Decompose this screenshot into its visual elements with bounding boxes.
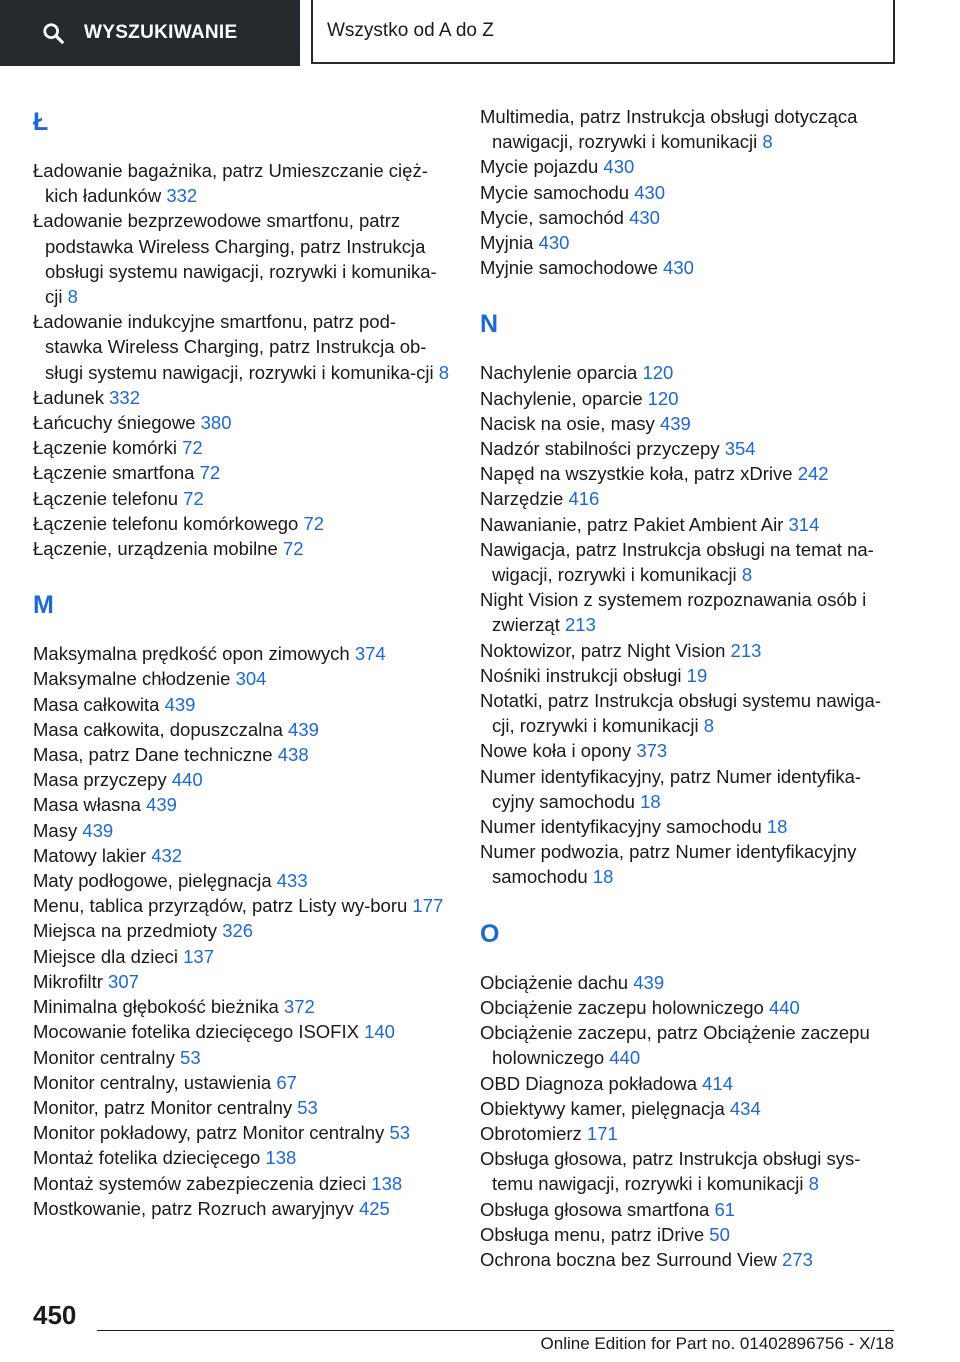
page-reference-link[interactable]: 438 bbox=[277, 744, 309, 766]
index-entry bbox=[480, 537, 900, 587]
index-entry bbox=[33, 792, 453, 817]
index-entry bbox=[480, 764, 900, 814]
index-entry-text: Masa, patrz Dane techniczne bbox=[33, 744, 278, 766]
index-entry bbox=[480, 154, 900, 179]
page-reference-link[interactable]: 137 bbox=[183, 945, 214, 967]
page-reference-link[interactable]: 138 bbox=[265, 1147, 297, 1169]
page-reference-link[interactable]: 434 bbox=[729, 1097, 761, 1119]
index-entry bbox=[33, 410, 453, 435]
index-entry-text: Ładunek bbox=[33, 386, 110, 408]
page-reference-link[interactable]: 8 bbox=[703, 715, 715, 737]
index-entry bbox=[480, 1096, 900, 1121]
index-entry bbox=[480, 1020, 900, 1070]
index-entry bbox=[33, 208, 453, 309]
page-reference-link[interactable]: 374 bbox=[354, 643, 386, 665]
page-reference-link[interactable]: 18 bbox=[640, 790, 661, 812]
page-reference-link[interactable]: 433 bbox=[276, 870, 308, 892]
index-entry-text: Miejsce dla dzieci bbox=[33, 945, 184, 967]
index-entry bbox=[480, 230, 900, 255]
index-entry bbox=[480, 255, 900, 280]
page-reference-link[interactable]: 8 bbox=[808, 1173, 819, 1195]
search-label: WYSZUKIWANIE bbox=[84, 22, 238, 43]
index-entry bbox=[33, 309, 453, 385]
page-reference-link[interactable]: 53 bbox=[297, 1096, 318, 1118]
index-entry bbox=[33, 641, 453, 666]
page-reference-link[interactable]: 53 bbox=[180, 1046, 201, 1068]
index-entry bbox=[33, 994, 453, 1019]
index-entry-text: Maksymalne chłodzenie bbox=[33, 668, 236, 690]
index-entry-text: Mikrofiltr bbox=[33, 970, 109, 992]
index-entry bbox=[33, 536, 453, 561]
index-entry-text: Ochrona boczna bez Surround View bbox=[480, 1248, 783, 1270]
index-entry-text: Maksymalna prędkość opon zimowych bbox=[33, 643, 355, 665]
index-entry-text: Obsługa głosowa smartfona bbox=[480, 1198, 715, 1220]
page-reference-link[interactable]: 18 bbox=[766, 816, 788, 838]
index-entry-text: Miejsca na przedmioty bbox=[33, 920, 223, 942]
index-entry bbox=[480, 411, 900, 436]
page-reference-link[interactable]: 67 bbox=[276, 1071, 297, 1093]
index-entry-text: Mocowanie fotelika dziecięcego ISOFIX bbox=[33, 1021, 365, 1043]
index-entry bbox=[33, 486, 453, 511]
index-entry bbox=[33, 666, 453, 691]
page-reference-link[interactable]: 416 bbox=[568, 488, 600, 510]
page-reference-link[interactable]: 72 bbox=[282, 538, 304, 560]
search-icon bbox=[42, 22, 64, 44]
index-entry-text: Nośniki instrukcji obsługi bbox=[480, 664, 687, 686]
index-entry-text: Noktowizor, patrz Night Vision bbox=[480, 639, 731, 661]
index-entry-text: Obciążenie zaczepu, patrz Obciążenie zaczepu holowniczego bbox=[480, 1022, 870, 1069]
page-reference-link[interactable]: 432 bbox=[151, 844, 183, 866]
index-entry bbox=[480, 1121, 900, 1146]
page-reference-link[interactable]: 430 bbox=[663, 257, 694, 279]
index-entry bbox=[480, 104, 900, 154]
index-entry-text: Mostkowanie, patrz Rozruch awaryjnyv bbox=[33, 1197, 359, 1219]
index-entry bbox=[33, 385, 453, 410]
index-entry bbox=[480, 1247, 900, 1272]
index-entry-text: Mycie samochodu bbox=[480, 181, 635, 203]
page-reference-link[interactable]: 440 bbox=[171, 769, 203, 791]
index-entry bbox=[480, 205, 900, 230]
index-entry bbox=[33, 969, 453, 994]
index-entry bbox=[33, 1171, 453, 1196]
index-entry-text: Nawigacja, patrz Instrukcja obsługi na temat na‐wigacji, rozrywki i komunikacji bbox=[480, 538, 874, 586]
index-entry-text: Obciążenie dachu bbox=[480, 971, 634, 993]
index-entry bbox=[33, 843, 453, 868]
index-entry-text: Ładowanie indukcyjne smartfonu, patrz pod‐stawka Wireless Charging, patrz Instrukcja ob‐sługi systemu nawigacji, rozrywki i komunika‐cji bbox=[33, 311, 439, 383]
index-entry-text: Night Vision z systemem rozpoznawania osób i zwierząt bbox=[480, 589, 867, 636]
page-reference-link[interactable]: 439 bbox=[82, 819, 114, 841]
page-reference-link[interactable]: 332 bbox=[109, 386, 140, 408]
page-reference-link[interactable]: 439 bbox=[288, 718, 319, 740]
index-letter-heading: M bbox=[33, 591, 54, 620]
page-reference-link[interactable]: 430 bbox=[538, 232, 570, 254]
page-reference-link[interactable]: 72 bbox=[303, 512, 325, 534]
index-entry bbox=[480, 1222, 900, 1247]
page-reference-link[interactable]: 440 bbox=[609, 1047, 641, 1069]
index-entry-text: Łączenie telefonu bbox=[33, 487, 184, 509]
index-entry-text: Łańcuchy śniegowe bbox=[33, 412, 201, 434]
index-entry-text: Łączenie, urządzenia mobilne bbox=[33, 538, 283, 560]
index-entry bbox=[480, 839, 900, 889]
page-reference-link[interactable]: 120 bbox=[642, 362, 674, 384]
page-reference-link[interactable]: 439 bbox=[164, 693, 196, 715]
page-reference-link[interactable]: 430 bbox=[603, 156, 635, 178]
index-entry-text: Montaż fotelika dziecięcego bbox=[33, 1147, 266, 1169]
index-entry-text: Nadzór stabilności przyczepy bbox=[480, 438, 725, 460]
index-entry-text: Obsługa głosowa, patrz Instrukcja obsługi sys‐temu nawigacji, rozrywki i komunikacji bbox=[480, 1148, 861, 1195]
index-entry bbox=[33, 944, 453, 969]
index-entry-text: Nacisk na osie, masy bbox=[480, 412, 660, 434]
index-entry-text: Mycie, samochód bbox=[480, 206, 630, 228]
page-reference-link[interactable]: 307 bbox=[108, 970, 139, 992]
page-reference-link[interactable]: 440 bbox=[768, 996, 800, 1018]
index-entry bbox=[33, 717, 453, 742]
index-entry bbox=[480, 638, 900, 663]
index-entry bbox=[480, 1197, 900, 1222]
index-entry bbox=[480, 360, 900, 385]
page-reference-link[interactable]: 213 bbox=[565, 614, 596, 636]
index-entry bbox=[480, 995, 900, 1020]
index-entry-text: Napęd na wszystkie koła, patrz xDrive bbox=[480, 463, 798, 485]
index-letter-heading: Ł bbox=[33, 108, 49, 136]
index-entry bbox=[480, 688, 900, 738]
page-reference-link[interactable]: 439 bbox=[146, 794, 177, 816]
index-entry-text: Obciążenie zaczepu holowniczego bbox=[480, 996, 769, 1018]
index-entry-text: Myjnia bbox=[480, 232, 539, 254]
section-gap bbox=[480, 890, 900, 916]
index-entry-text: Obiektywy kamer, pielęgnacja bbox=[480, 1097, 730, 1119]
page-reference-link[interactable]: 242 bbox=[797, 463, 829, 485]
page-reference-link[interactable]: 380 bbox=[200, 412, 232, 434]
index-entry bbox=[33, 918, 453, 943]
page-reference-link[interactable]: 138 bbox=[371, 1172, 403, 1194]
index-entry-text: OBD Diagnoza pokładowa bbox=[480, 1072, 703, 1094]
index-entry-text: Łączenie telefonu komórkowego bbox=[33, 512, 304, 534]
index-letter-heading: O bbox=[480, 919, 500, 948]
index-entry bbox=[480, 180, 900, 205]
index-entry-text: Monitor, patrz Monitor centralny bbox=[33, 1096, 298, 1118]
index-entry bbox=[480, 436, 900, 461]
page-reference-link[interactable]: 332 bbox=[166, 185, 198, 207]
index-entry-text: Ładowanie bezprzewodowe smartfonu, patrz podstawka Wireless Charging, patrz Instrukcja obsługi systemu nawigacji, rozrywki i komunika‐cji bbox=[33, 210, 437, 308]
index-entry-text: Numer podwozia, patrz Numer identyfikacyjny samochodu bbox=[480, 841, 857, 888]
index-entry bbox=[33, 868, 453, 893]
index-entry-text: Matowy lakier bbox=[33, 844, 152, 866]
page-number: 450 bbox=[33, 1300, 77, 1330]
index-entry-text: Masa całkowita bbox=[33, 693, 165, 715]
index-entry-text: Maty podłogowe, pielęgnacja bbox=[33, 870, 277, 892]
index-entry bbox=[480, 587, 900, 637]
page-reference-link[interactable]: 414 bbox=[702, 1072, 734, 1094]
page-reference-link[interactable]: 72 bbox=[182, 437, 203, 459]
index-entry-text: Menu, tablica przyrządów, patrz Listy wy‐boru bbox=[33, 895, 413, 917]
index-entry-text: Masa całkowita, dopuszczalna bbox=[33, 718, 289, 740]
section-gap bbox=[33, 561, 453, 587]
index-entry-text: Multimedia, patrz Instrukcja obsługi dotycząca nawigacji, rozrywki i komunikacji bbox=[480, 106, 858, 153]
page-reference-link[interactable]: 273 bbox=[782, 1248, 813, 1270]
index-entry bbox=[480, 386, 900, 411]
index-entry-text: Nachylenie oparcia bbox=[480, 362, 643, 384]
page-reference-link[interactable]: 19 bbox=[686, 664, 708, 686]
page-reference-link[interactable]: 50 bbox=[709, 1223, 730, 1245]
section-title-tab[interactable]: Wszystko od A do Z bbox=[311, 0, 895, 64]
page-reference-link[interactable]: 439 bbox=[659, 412, 691, 434]
page-reference-link[interactable]: 18 bbox=[592, 866, 614, 888]
page-reference-link[interactable]: 439 bbox=[633, 971, 665, 993]
index-entry-text: Łączenie komórki bbox=[33, 437, 183, 459]
page-reference-link[interactable]: 314 bbox=[788, 513, 820, 535]
page-reference-link[interactable]: 425 bbox=[358, 1197, 390, 1219]
index-entry-text: Nachylenie, oparcie bbox=[480, 387, 648, 409]
page-reference-link[interactable]: 120 bbox=[647, 387, 679, 409]
footer-divider bbox=[97, 1330, 894, 1331]
page-reference-link[interactable]: 72 bbox=[183, 487, 204, 509]
page-reference-link[interactable]: 140 bbox=[364, 1021, 395, 1043]
index-entry bbox=[33, 1019, 453, 1044]
index-entry bbox=[480, 512, 900, 537]
index-column-left bbox=[33, 100, 453, 1221]
page-reference-link[interactable]: 304 bbox=[235, 668, 267, 690]
index-entry-text: Mycie pojazdu bbox=[480, 156, 604, 178]
index-entry bbox=[480, 738, 900, 763]
index-entry bbox=[33, 818, 453, 843]
page-reference-link[interactable]: 171 bbox=[586, 1122, 618, 1144]
index-entry-text: Monitor pokładowy, patrz Monitor centralny bbox=[33, 1122, 390, 1144]
index-entry bbox=[33, 1120, 453, 1145]
search-button[interactable] bbox=[0, 0, 300, 66]
index-entry bbox=[480, 663, 900, 688]
page-reference-link[interactable]: 373 bbox=[636, 740, 668, 762]
index-entry-text: Masy bbox=[33, 819, 83, 841]
index-entry-text: Monitor centralny bbox=[33, 1046, 181, 1068]
page-reference-link[interactable]: 213 bbox=[730, 639, 762, 661]
index-entry bbox=[33, 1045, 453, 1070]
page-reference-link[interactable]: 372 bbox=[283, 996, 315, 1018]
index-entry-text: Łączenie smartfona bbox=[33, 462, 200, 484]
index-entry bbox=[480, 1146, 900, 1196]
page-reference-link[interactable]: 354 bbox=[724, 438, 756, 460]
page-header bbox=[0, 0, 960, 66]
index-entry bbox=[33, 1145, 453, 1170]
index-entry bbox=[480, 970, 900, 995]
page-reference-link[interactable]: 8 bbox=[762, 131, 773, 153]
section-gap bbox=[480, 280, 900, 306]
index-entry-text: Nowe koła i opony bbox=[480, 740, 637, 762]
index-entry bbox=[33, 1196, 453, 1221]
page-reference-link[interactable]: 61 bbox=[714, 1198, 736, 1220]
index-entry bbox=[33, 1070, 453, 1095]
index-entry-text: Numer identyfikacyjny, patrz Numer identyfika‐cyjny samochodu bbox=[480, 765, 862, 812]
page-reference-link[interactable]: 8 bbox=[438, 361, 450, 383]
page-reference-link[interactable]: 177 bbox=[412, 895, 444, 917]
index-entry-text: Monitor centralny, ustawienia bbox=[33, 1071, 277, 1093]
index-entry bbox=[480, 486, 900, 511]
index-entry-text: Ładowanie bagażnika, patrz Umieszczanie cięż‐kich ładunków bbox=[33, 160, 428, 207]
page-reference-link[interactable]: 326 bbox=[222, 920, 254, 942]
index-entry bbox=[33, 435, 453, 460]
page-reference-link[interactable]: 8 bbox=[67, 286, 78, 308]
index-entry bbox=[33, 511, 453, 536]
index-entry bbox=[480, 461, 900, 486]
index-entry bbox=[33, 893, 453, 918]
index-entry bbox=[33, 158, 453, 208]
edition-info: Online Edition for Part no. 01402896756 - X/18 bbox=[540, 1334, 894, 1353]
page-reference-link[interactable]: 430 bbox=[634, 181, 666, 203]
index-entry-text: Masa własna bbox=[33, 794, 147, 816]
index-entry bbox=[33, 1095, 453, 1120]
index-entry bbox=[480, 814, 900, 839]
index-entry-text: Narzędzie bbox=[480, 488, 569, 510]
index-entry-text: Obrotomierz bbox=[480, 1122, 587, 1144]
index-letter-heading: N bbox=[480, 310, 499, 339]
index-entry bbox=[480, 1071, 900, 1096]
index-entry-text: Montaż systemów zabezpieczenia dzieci bbox=[33, 1172, 372, 1194]
index-entry-text: Notatki, patrz Instrukcja obsługi systemu nawiga‐cji, rozrywki i komunikacji bbox=[480, 690, 882, 737]
page-reference-link[interactable]: 53 bbox=[389, 1122, 411, 1144]
index-entry bbox=[33, 460, 453, 485]
page-reference-link[interactable]: 430 bbox=[629, 206, 660, 228]
index-entry-text: Myjnie samochodowe bbox=[480, 257, 664, 279]
index-entry-text: Nawanianie, patrz Pakiet Ambient Air bbox=[480, 513, 789, 535]
index-entry bbox=[33, 767, 453, 792]
page-reference-link[interactable]: 8 bbox=[741, 564, 753, 586]
index-entry bbox=[33, 742, 453, 767]
index-entry-text: Minimalna głębokość bieżnika bbox=[33, 996, 284, 1018]
index-entry-text: Obsługa menu, patrz iDrive bbox=[480, 1223, 710, 1245]
page-reference-link[interactable]: 72 bbox=[199, 462, 221, 484]
index-entry-text: Masa przyczepy bbox=[33, 769, 172, 791]
index-column-right bbox=[480, 104, 900, 1272]
index-entry-text: Numer identyfikacyjny samochodu bbox=[480, 816, 767, 838]
index-entry bbox=[33, 692, 453, 717]
